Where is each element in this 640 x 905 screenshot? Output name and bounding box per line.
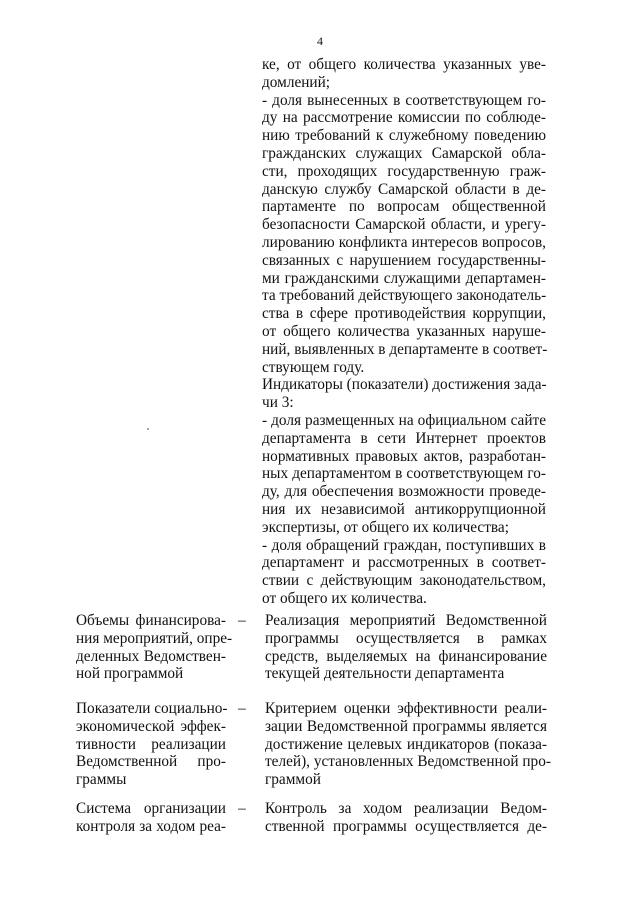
text-line: от общего их количества. [262,589,427,607]
label-line: Система организации [76,800,226,817]
text-line: Индикаторы (показатели) достижения зада- [262,376,547,394]
text-line: ми гражданскими служащими департамен- [262,269,546,287]
desc-line: телей), установленных Ведомственной про- [265,753,551,771]
text-line: та требований действующего законодатель- [262,287,547,305]
text-line: ке, от общего количества указанных уве- [262,56,546,73]
desc-line: средств, выделяемых на финансирование [265,647,547,665]
text-line: от общего количества указанных наруше- [262,322,546,340]
scan-speck [147,428,149,430]
text-line: ствующем году. [262,358,365,376]
desc-line: зации Ведомственной программы является [265,717,547,735]
text-line: - доля обращений граждан, поступивших в [262,536,546,554]
table-row-efficiency [0,700,640,790]
text-line: ду на рассмотрение комиссии по соблюде- [262,109,546,127]
text-line: партаменте по вопросам общественной [262,198,546,216]
page-number: 4 [317,34,323,48]
row-label [76,612,233,683]
label-line: граммы [76,771,127,789]
text-line: - доля вынесенных в соответствующем го- [262,91,546,109]
text-line: нормативных правовых актов, разработан- [262,447,546,465]
label-line: контроля за ходом реа- [76,817,226,835]
text-line: нию требований к служебному поведению [262,127,546,145]
text-line: департамента в сети Интернет проектов [262,429,546,447]
label-line: ной программой [76,665,184,683]
row-dash: – [238,612,246,629]
label-line: Показатели социально- [76,700,228,717]
desc-line: Критерием оценки эффективности реали- [265,700,547,717]
label-line: ния мероприятий, опре- [76,629,233,647]
text-line: ния их независимой антикоррупционной [262,500,546,518]
text-line: домлений; [262,73,331,91]
text-line: данскую службу Самарской области в де- [262,180,546,198]
label-line: экономической эффек- [76,717,226,735]
text-line: - доля размещенных на официальном сайте [262,411,546,429]
text-line: экспертизы, от общего их количества; [262,518,509,536]
desc-line: текущей деятельности департамента [265,665,505,683]
desc-line: Контроль за ходом реализации Ведом- [265,800,547,817]
text-line: ний, выявленных в департаменте в соответ- [262,340,548,358]
text-line: сти, проходящих государственную граж- [262,162,546,180]
indicators-continuation-text [262,56,546,608]
table-row-control [0,800,640,890]
row-label [76,700,226,789]
row-description [265,700,551,789]
table-row-financing [0,612,640,702]
desc-line: программы осуществляется в рамках [265,629,547,647]
row-description [265,800,547,836]
row-dash: – [238,700,246,717]
desc-line: Реализация мероприятий Ведомственной [265,612,547,629]
text-line: лированию конфликта интересов вопросов, [262,233,546,251]
text-line: ных департаментом в соответствующем го- [262,465,546,483]
label-line: тивности реализации [76,735,226,753]
text-line: гражданских служащих Самарской обла- [262,144,546,162]
label-line: Ведомственной про- [76,753,226,771]
text-line: ства в сфере противодействия коррупции, [262,305,546,323]
row-label [76,800,226,836]
label-line: Объемы финансирова- [76,612,226,629]
desc-line: достижение целевых индикаторов (показа- [265,735,547,753]
text-line: ду, для обеспечения возможности проведе- [262,483,546,501]
row-dash: – [238,800,246,817]
text-line: связанных с нарушением государственны- [262,251,546,269]
desc-line: граммой [265,771,321,789]
text-line: чи 3: [262,394,294,412]
row-description [265,612,547,683]
text-line: безопасности Самарской области, и урегу- [262,216,546,234]
label-line: деленных Ведомствен- [76,647,226,665]
desc-line: ственной программы осуществляется де- [265,817,547,835]
text-line: департамент и рассмотренных в соответ- [262,554,546,572]
text-line: ствии с действующим законодательством, [262,572,546,590]
